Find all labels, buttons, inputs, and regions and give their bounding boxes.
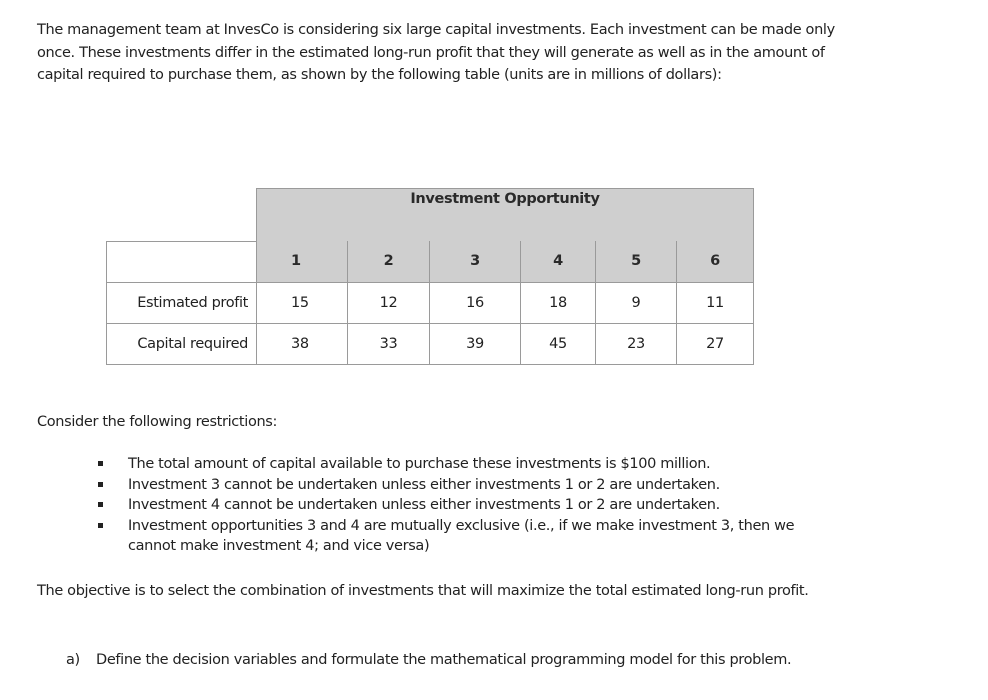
table-row xyxy=(107,323,754,364)
restriction-text: Investment opportunities 3 and 4 are mutually exclusive (i.e., if we make investment 3, then we cannot make investment 4; and vice versa) xyxy=(128,517,795,554)
table-column-header-row xyxy=(107,241,754,282)
table-cell: 11 xyxy=(677,282,754,323)
column-header-6: 6 xyxy=(677,241,754,282)
list-item xyxy=(90,454,830,475)
table-cell: 18 xyxy=(521,282,596,323)
table-group-header: Investment Opportunity xyxy=(257,189,754,242)
column-header-4: 4 xyxy=(521,241,596,282)
square-bullet-icon xyxy=(98,461,103,466)
row-label-estimated-profit: Estimated profit xyxy=(107,282,257,323)
table-cell: 23 xyxy=(596,323,677,364)
objective-paragraph: The objective is to select the combination of investments that will maximize the total estimated long-run profit. xyxy=(37,583,809,599)
table-row xyxy=(107,282,754,323)
column-header-1: 1 xyxy=(257,241,348,282)
table-cell: 33 xyxy=(348,323,430,364)
table-cell: 27 xyxy=(677,323,754,364)
table-group-header-row xyxy=(107,189,754,242)
column-header-3: 3 xyxy=(430,241,521,282)
table-cell: 38 xyxy=(257,323,348,364)
intro-paragraph: The management team at InvesCo is considering six large capital investments. Each investment can be made only once. These investments differ in the estimated long-run profit that they will generate as well as in the amount of capital required to purchase them, as shown by the following table (units are in millions of dollars): xyxy=(37,22,835,83)
table-cell: 39 xyxy=(430,323,521,364)
square-bullet-icon xyxy=(98,482,103,487)
table-corner-blank xyxy=(107,189,257,242)
column-header-2: 2 xyxy=(348,241,430,282)
square-bullet-icon xyxy=(98,523,103,528)
question-a xyxy=(66,649,826,672)
question-label: a) xyxy=(66,652,80,668)
list-item xyxy=(90,495,830,516)
restriction-text: The total amount of capital available to purchase these investments is $100 million. xyxy=(128,456,711,472)
restriction-list xyxy=(90,454,830,557)
square-bullet-icon xyxy=(98,502,103,507)
question-text: Define the decision variables and formulate the mathematical programming model for this problem. xyxy=(96,652,792,668)
table-cell: 12 xyxy=(348,282,430,323)
table-header-blank xyxy=(107,241,257,282)
restriction-text: Investment 3 cannot be undertaken unless either investments 1 or 2 are undertaken. xyxy=(128,476,720,493)
table-cell: 16 xyxy=(430,282,521,323)
investment-table xyxy=(106,188,754,365)
restriction-text: Investment 4 cannot be undertaken unless either investments 1 or 2 are undertaken. xyxy=(128,497,720,513)
table-cell: 45 xyxy=(521,323,596,364)
list-item xyxy=(90,516,830,557)
list-item xyxy=(90,475,830,496)
restrictions-heading: Consider the following restrictions: xyxy=(37,414,278,430)
table-cell: 15 xyxy=(257,282,348,323)
row-label-capital-required: Capital required xyxy=(107,323,257,364)
column-header-5: 5 xyxy=(596,241,677,282)
table-cell: 9 xyxy=(596,282,677,323)
